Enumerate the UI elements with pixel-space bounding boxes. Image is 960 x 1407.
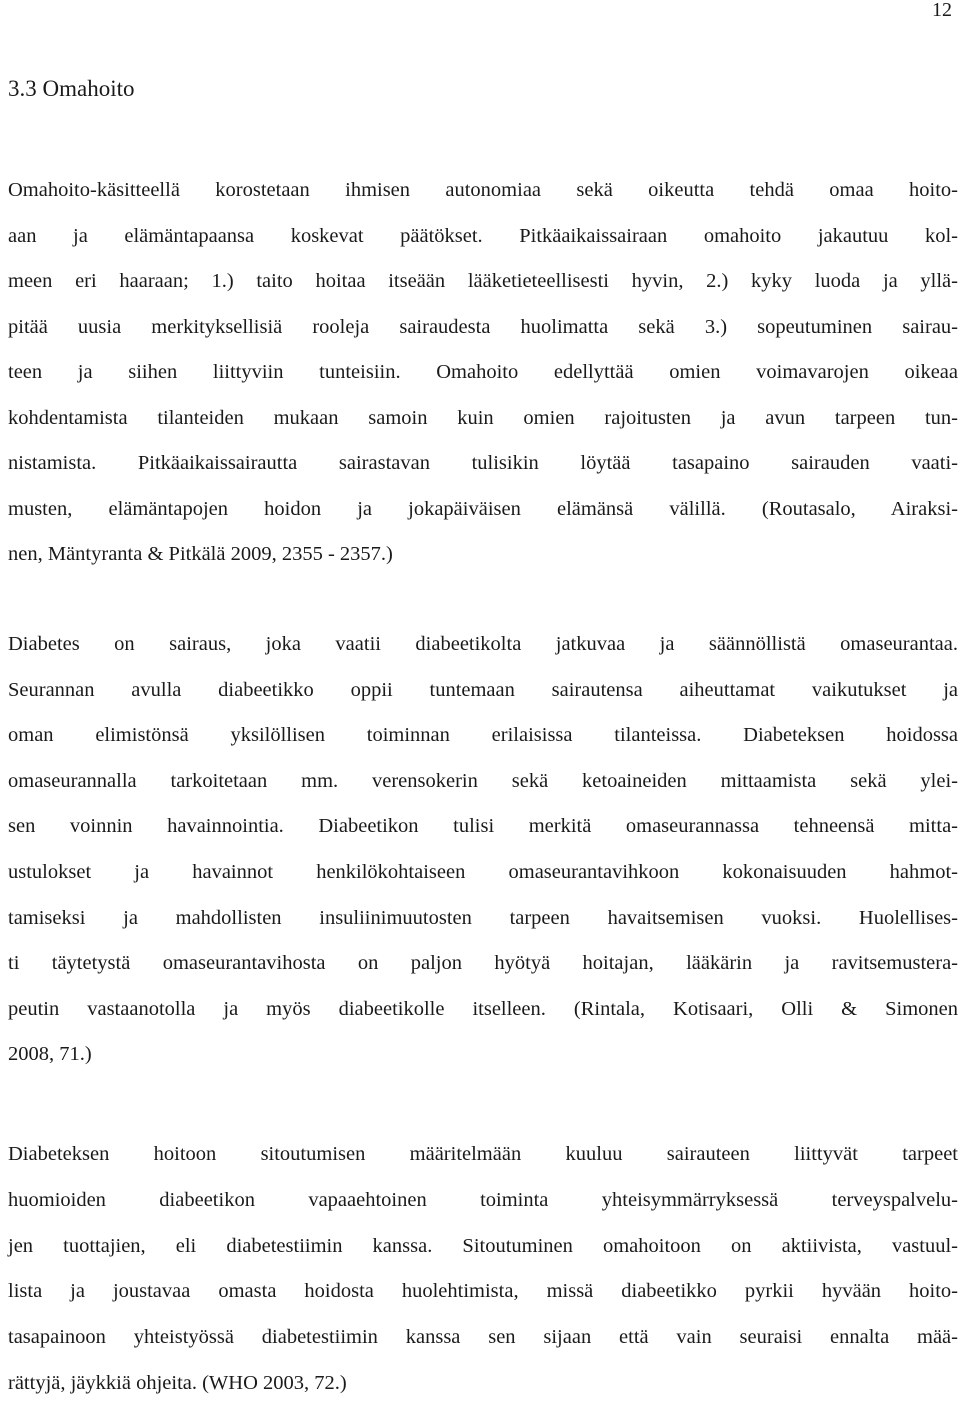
text-line: peutin vastaanotolla ja myös diabeetikolle itselleen. (Rintala, Kotisaari, Olli & Simonen — [8, 997, 958, 1020]
text-line: kohdentamista tilanteiden mukaan samoin kuin omien rajoitusten ja avun tarpeen tun- — [8, 406, 958, 429]
text-line: Diabetes on sairaus, joka vaatii diabeetikolta jatkuvaa ja säännöllistä omaseurantaa. — [8, 633, 958, 655]
section-heading: 3.3 Omahoito — [8, 76, 135, 101]
text-line: Seurannan avulla diabeetikko oppii tuntemaan sairautensa aiheuttamat vaikutukset ja — [8, 678, 958, 701]
paragraph-omaseuranta — [8, 622, 958, 1078]
paragraph-omahoito — [8, 168, 958, 578]
text-line: huomioiden diabeetikon vapaaehtoinen toiminta yhteisymmärryksessä terveyspalvelu- — [8, 1188, 958, 1211]
paragraph-sitoutuminen — [8, 1132, 958, 1407]
text-line: sen voinnin havainnointia. Diabeetikon tulisi merkitä omaseurannassa tehneensä mitta- — [8, 815, 958, 838]
page-number: 12 — [932, 0, 952, 21]
text-line: rättyjä, jäykkiä ohjeita. (WHO 2003, 72.) — [8, 1371, 347, 1394]
text-line: pitää uusia merkityksellisiä rooleja sairaudesta huolimatta sekä 3.) sopeutuminen sairau- — [8, 315, 958, 338]
text-line: teen ja siihen liittyviin tunteisiin. Omahoito edellyttää omien voimavarojen oikeaa — [8, 361, 958, 383]
text-line: ti täytetystä omaseurantavihosta on paljon hyötyä hoitajan, lääkärin ja ravitsemustera- — [8, 952, 958, 975]
text-line: lista ja joustavaa omasta hoidosta huolehtimista, missä diabeetikko pyrkii hyvään hoito- — [8, 1280, 958, 1303]
text-line: aan ja elämäntapaansa koskevat päätökset. Pitkäaikaissairaan omahoito jakautuu kol- — [8, 224, 958, 247]
text-line: nen, Mäntyranta & Pitkälä 2009, 2355 - 2357.) — [8, 543, 393, 565]
text-line: oman elimistönsä yksilöllisen toiminnan erilaisissa tilanteissa. Diabeteksen hoidossa — [8, 724, 958, 747]
text-line: Diabeteksen hoitoon sitoutumisen määritelmään kuuluu sairauteen liittyvät tarpeet — [8, 1143, 958, 1165]
text-line: musten, elämäntapojen hoidon ja jokapäiväisen elämänsä välillä. (Routasalo, Airaksi- — [8, 497, 958, 520]
text-line: Omahoito-käsitteellä korostetaan ihmisen autonomiaa sekä oikeutta tehdä omaa hoito- — [8, 179, 958, 201]
text-line: jen tuottajien, eli diabetestiimin kanssa. Sitoutuminen omahoitoon on aktiivista, vastuul- — [8, 1234, 958, 1257]
text-line: omaseurannalla tarkoitetaan mm. verensokerin sekä ketoaineiden mittaamista sekä ylei- — [8, 769, 958, 792]
text-line: ustulokset ja havainnot henkilökohtaiseen omaseurantavihkoon kokonaisuuden hahmot- — [8, 860, 958, 883]
text-line: tasapainoon yhteistyössä diabetestiimin kanssa sen sijaan että vain seuraisi ennalta mää- — [8, 1326, 958, 1349]
text-line: meen eri haaraan; 1.) taito hoitaa itseään lääketieteellisesti hyvin, 2.) kyky luoda ja yllä- — [8, 270, 958, 292]
text-line: nistamista. Pitkäaikaissairautta sairastavan tulisikin löytää tasapaino sairauden vaati- — [8, 452, 958, 474]
text-line: 2008, 71.) — [8, 1043, 92, 1066]
text-line: tamiseksi ja mahdollisten insuliinimuutosten tarpeen havaitsemisen vuoksi. Huolellises- — [8, 906, 958, 929]
